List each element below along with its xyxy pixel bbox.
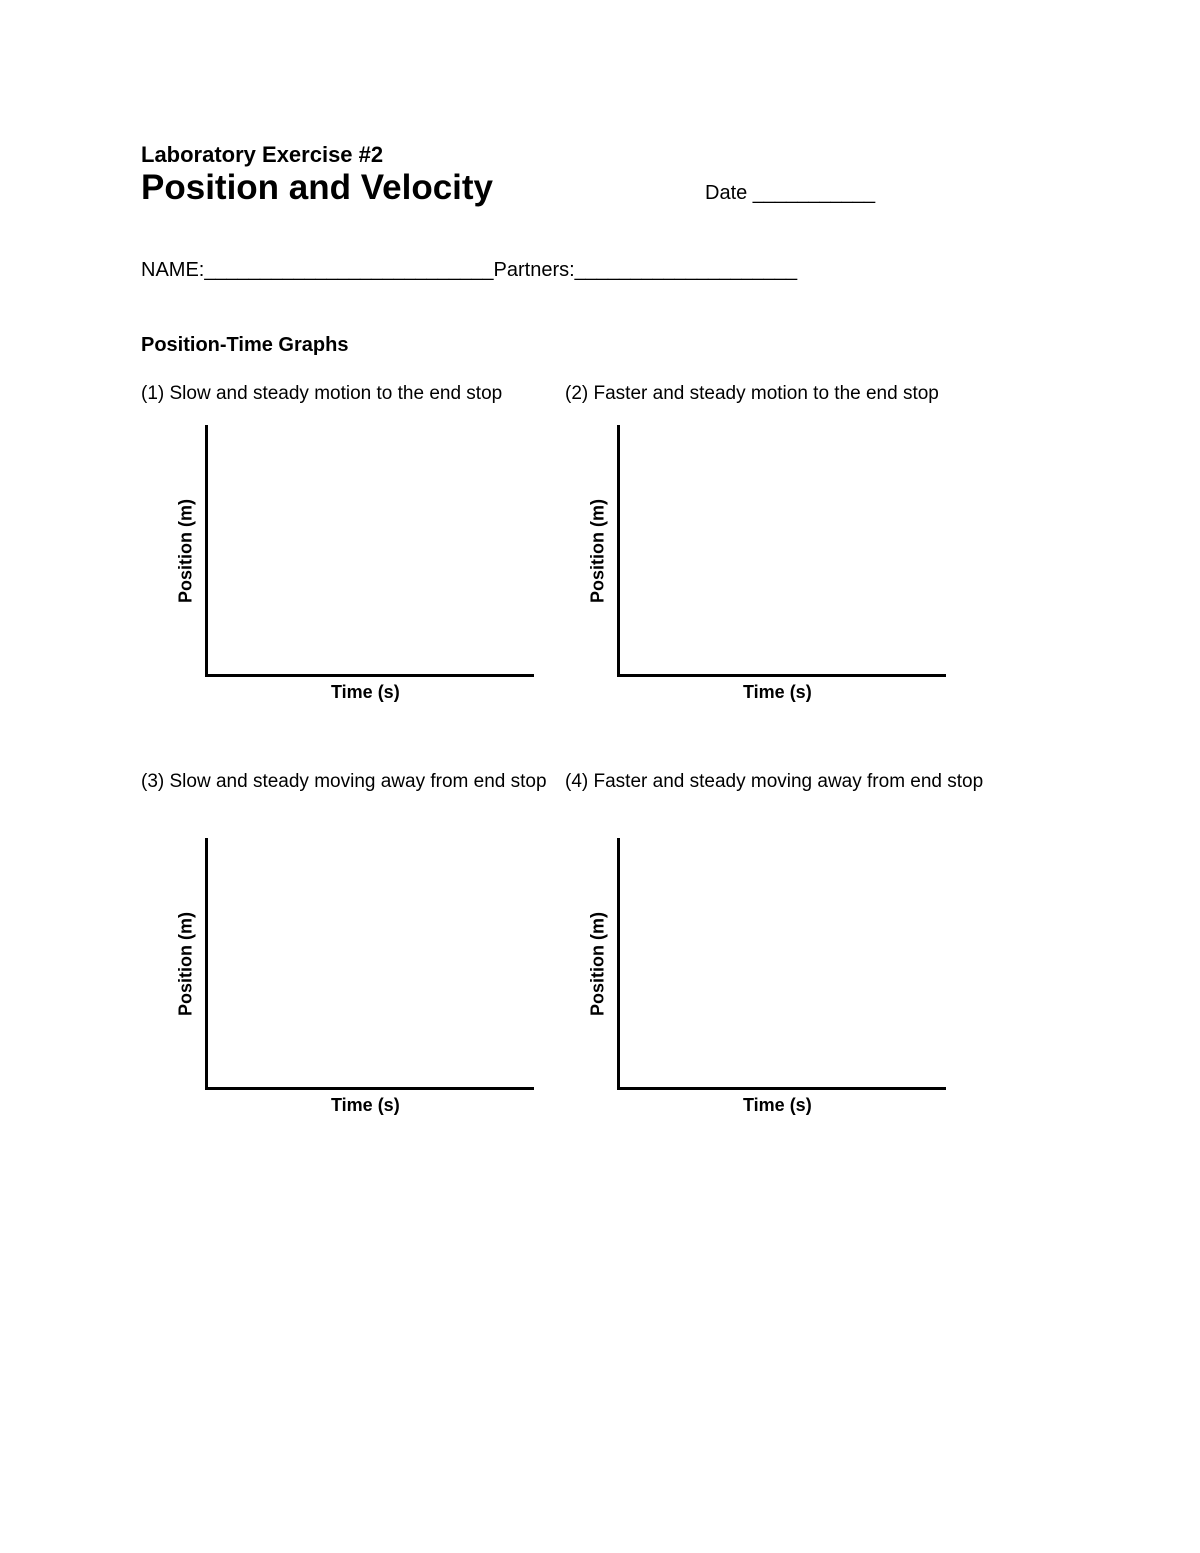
x-axis (617, 674, 946, 677)
graph-2-caption: (2) Faster and steady motion to the end stop (565, 383, 939, 404)
section-title: Position-Time Graphs (141, 334, 349, 356)
name-partners-line: NAME:__________________________Partners:____________________ (141, 259, 798, 281)
x-axis-label: Time (s) (331, 682, 400, 702)
graph-1 (142, 425, 482, 725)
y-axis (617, 838, 620, 1090)
date-field: Date ___________ (705, 182, 876, 204)
y-axis-label: Position (m) (175, 499, 196, 603)
graph-4 (554, 838, 894, 1138)
lab-number: Laboratory Exercise #2 (141, 142, 384, 167)
page-title: Position and Velocity (141, 168, 494, 207)
x-axis-label: Time (s) (331, 1095, 400, 1115)
graph-3-caption: (3) Slow and steady moving away from end stop (141, 771, 547, 792)
y-axis-label: Position (m) (175, 912, 196, 1016)
graph-1-caption: (1) Slow and steady motion to the end stop (141, 383, 503, 404)
x-axis-label: Time (s) (743, 1095, 812, 1115)
graph-4-caption: (4) Faster and steady moving away from end stop (565, 771, 984, 792)
y-axis (205, 838, 208, 1090)
y-axis-label: Position (m) (587, 499, 608, 603)
x-axis-label: Time (s) (743, 682, 812, 702)
y-axis (617, 425, 620, 677)
x-axis (617, 1087, 946, 1090)
y-axis-label: Position (m) (587, 912, 608, 1016)
x-axis (205, 674, 534, 677)
graph-3 (142, 838, 482, 1138)
y-axis (205, 425, 208, 677)
graph-2 (554, 425, 894, 725)
x-axis (205, 1087, 534, 1090)
